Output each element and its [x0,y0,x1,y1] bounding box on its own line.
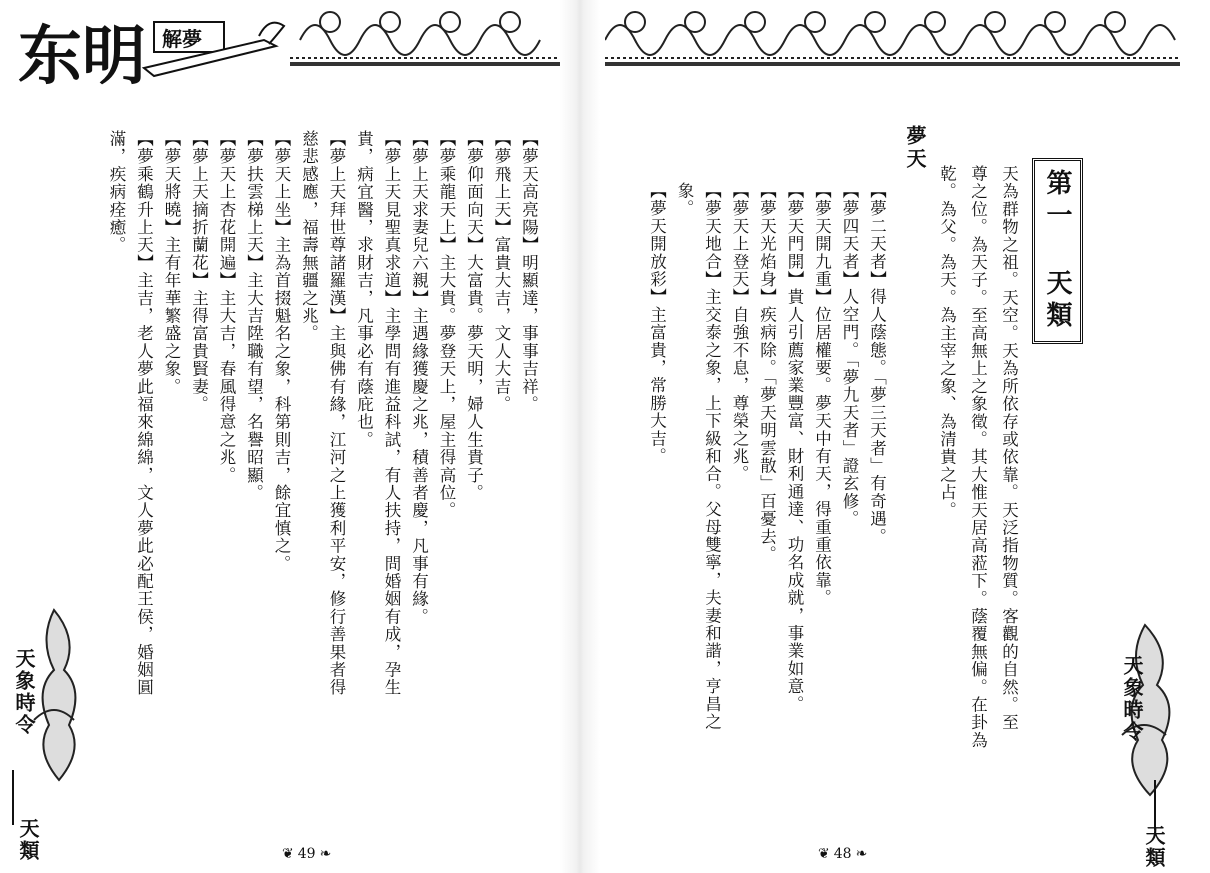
intro-column: 乾。為父。為天。為主宰之象、為清貴之占。 [937,165,957,519]
right-entry-column: 【夢天上登天】自強不息，尊榮之兆。 [730,182,749,483]
right-entry-column: 【夢天地合】主交泰之象，上下級和合。父母雙寧，夫妻和諧，亨昌之 [702,182,722,731]
svg-text:东明: 东明 [18,19,146,94]
page-number-text: 48 [833,846,852,862]
intro-column: 天為群物之祖。天空。天為所依存或依靠。天泛指物質。客觀的自然。至 [999,165,1019,732]
left-entry-column: 【夢上天見聖真求道】主學問有進益科試，有人扶持，問婚姻有成，孕生 [382,130,401,697]
left-entry-column: 【夢天高亮陽】明顯達，事事吉祥。 [519,130,539,414]
runner-right: 天類 [1142,825,1166,869]
left-entry-column: 【夢上天摘折蘭花】主得富貴賢妻。 [189,130,209,414]
left-entry-column: 【夢仰面向天】大富貴。夢天明，婦人生貴子。 [464,130,484,502]
page-number-left [282,846,331,862]
page-ornament-icon: ❧ [319,846,332,862]
left-entry-column: 滿，疾病痊癒。 [107,130,126,254]
side-label-right: 天象時令 [1120,655,1144,743]
right-entry-column: 【夢四天者】人空門。「夢九天者」證玄修。 [840,182,859,528]
runner-rule-left [12,770,14,825]
left-entry-column: 【夢飛上天】富貴大吉，文人大吉。 [492,130,511,414]
right-entry-column: 【夢天開九重】位居權要。夢天中有天，得重重依靠。 [812,182,832,607]
page-number-right [818,846,867,862]
right-entry-column: 【夢天光焰身】疾病除。「夢天明雲散」百憂去。 [757,182,777,564]
cloud-ornament-band-left [290,0,560,70]
runner-left: 天類 [16,818,40,862]
left-entry-column: 【夢乘龍天上】主大貴。夢登天上，屋主得高位。 [437,130,456,520]
left-entry-column: 【夢天上坐】主為首掇魁名之象，科第則吉，餘宜慎之。 [272,130,291,573]
page-ornament-icon: ❦ [818,846,830,862]
page-ornament-icon: ❦ [282,846,294,862]
right-entry-column: 【夢天門開】貴人引薦家業豐富、財利通達、功名成就，事業如意。 [785,182,804,713]
left-entry-column: 【夢扶雲梯上天】主大吉陞職有望，名譽昭顯。 [244,130,264,502]
intro-column: 尊之位。為天子。至高無上之象徵。其大惟天居高蒞下。蔭覆無偏。在卦為 [968,165,988,750]
right-page [600,0,1210,873]
left-entry-column: 【夢上天拜世尊諸羅漢】主與佛有緣，江河之上獲利平安，修行善果者得 [327,130,346,697]
svg-text:解夢: 解夢 [162,27,202,51]
side-label-left: 天象時令 [12,648,36,736]
brand-calligraphy-icon [14,6,294,96]
left-entry-column: 【夢天上杏花開遍】主大吉，春風得意之兆。 [217,130,236,484]
left-page [0,0,560,873]
cloud-ornament-band-right [605,0,1180,70]
left-entry-column: 【夢乘鶴升上天】主吉，老人夢此福來綿綿，文人夢此必配王侯，婚姻圓 [134,130,154,697]
runner-rule-right [1154,780,1156,830]
left-entry-column: 【夢天將曉】主有年華繁盛之象。 [162,130,181,396]
book-gutter [560,0,600,873]
chapter-title: 第一 天類 [1032,158,1083,344]
page-ornament-icon: ❧ [855,846,868,862]
right-entry-column: 【夢天開放彩】主富貴，常勝大吉。 [647,182,667,466]
right-entry-column: 象。 [675,182,694,218]
brand-logo [14,6,294,100]
left-entry-column: 【夢上天求妻兒六親】主遇緣獲慶之兆，積善者慶，凡事有緣。 [409,130,429,626]
section-heading: 夢天 [903,125,927,171]
page-number-text: 49 [297,846,316,862]
left-entry-column: 慈悲感應，福壽無疆之兆。 [299,130,319,343]
right-entry-column: 【夢二天者】得人蔭態。「夢三天者」有奇遇。 [867,182,887,546]
left-entry-column: 貴，病宜醫，求財吉，凡事必有蔭庇也。 [354,130,374,449]
